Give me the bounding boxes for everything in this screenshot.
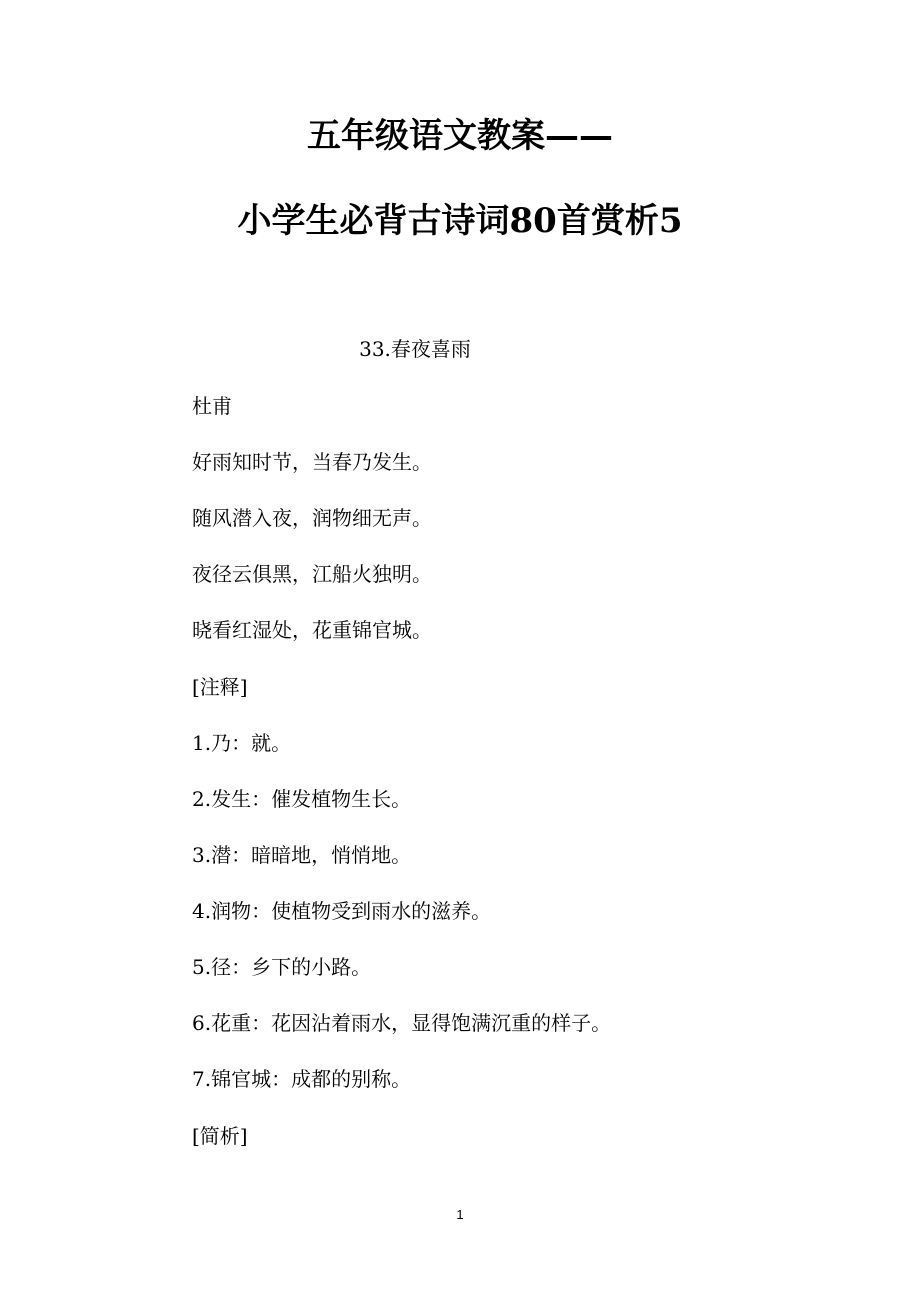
notes-heading: [注释] bbox=[192, 675, 248, 699]
note-item: 5.径：乡下的小路。 bbox=[192, 955, 372, 979]
analysis-heading: [简析] bbox=[192, 1124, 248, 1148]
note-item: 2.发生：催发植物生长。 bbox=[192, 787, 412, 811]
note-item: 3.潜：暗暗地，悄悄地。 bbox=[192, 843, 412, 867]
poem-line: 随风潜入夜，润物细无声。 bbox=[192, 506, 432, 530]
note-item: 1.乃：就。 bbox=[192, 731, 292, 755]
document-title-line1: 五年级语文教案—— bbox=[307, 116, 613, 156]
document-title-line2: 小学生必背古诗词80首赏析5 bbox=[237, 201, 683, 241]
poem-author: 杜甫 bbox=[192, 394, 232, 418]
poem-line: 好雨知时节，当春乃发生。 bbox=[192, 450, 432, 474]
page-number: 1 bbox=[456, 1207, 464, 1222]
note-item: 7.锦官城：成都的别称。 bbox=[192, 1067, 412, 1091]
poem-line: 夜径云俱黑，江船火独明。 bbox=[192, 562, 432, 586]
note-item: 4.润物：使植物受到雨水的滋养。 bbox=[192, 899, 492, 923]
poem-line: 晓看红湿处，花重锦官城。 bbox=[192, 618, 432, 642]
poem-title: 33.春夜喜雨 bbox=[359, 337, 471, 361]
note-item: 6.花重：花因沾着雨水，显得饱满沉重的样子。 bbox=[192, 1011, 612, 1035]
